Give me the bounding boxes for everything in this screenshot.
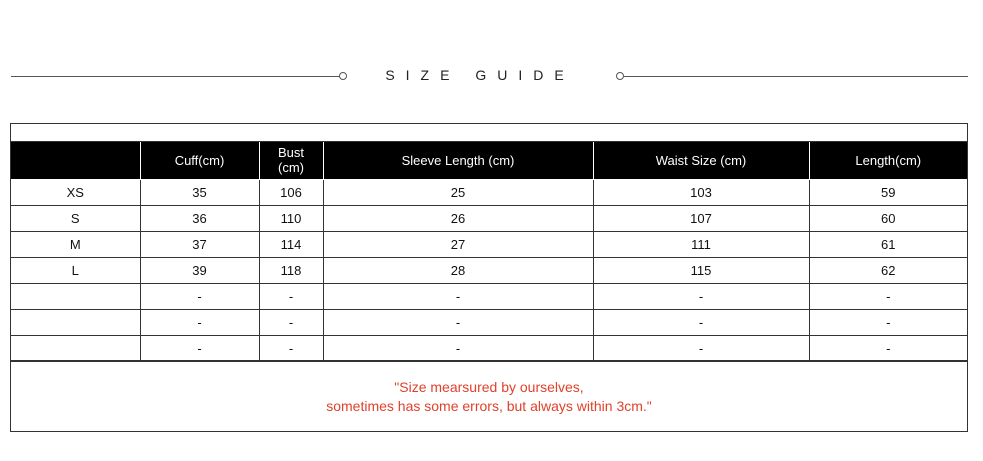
table-cell: 36	[140, 205, 259, 231]
size-label-cell: M	[11, 231, 140, 257]
title-divider-right	[624, 76, 968, 77]
table-cell: 35	[140, 179, 259, 205]
table-cell: 111	[593, 231, 809, 257]
title-divider-dot-right	[616, 72, 624, 80]
title-divider-left	[11, 76, 340, 77]
table-row	[11, 257, 967, 283]
table-cell: 62	[809, 257, 967, 283]
table-cell: -	[323, 335, 593, 361]
table-cell: 59	[809, 179, 967, 205]
table-cell: -	[809, 335, 967, 361]
table-cell: -	[259, 335, 323, 361]
table-cell: -	[323, 309, 593, 335]
table-cell: 110	[259, 205, 323, 231]
table-row	[11, 205, 967, 231]
table-cell: 60	[809, 205, 967, 231]
size-disclaimer-note	[11, 360, 967, 432]
table-top-spacer	[11, 124, 967, 142]
table-cell: 26	[323, 205, 593, 231]
size-table	[11, 142, 967, 362]
header-size	[11, 142, 140, 179]
table-cell: 118	[259, 257, 323, 283]
table-cell: 61	[809, 231, 967, 257]
table-cell: -	[809, 283, 967, 309]
size-table-container	[10, 123, 968, 432]
size-label-cell: XS	[11, 179, 140, 205]
table-row	[11, 283, 967, 309]
column-header: Sleeve Length (cm)	[323, 142, 593, 179]
table-row	[11, 231, 967, 257]
column-header: Bust (cm)	[259, 142, 323, 179]
table-cell: 27	[323, 231, 593, 257]
table-cell: -	[140, 335, 259, 361]
title-divider-dot-left	[339, 72, 347, 80]
table-cell: 114	[259, 231, 323, 257]
title-bar	[0, 62, 983, 92]
table-header-row	[11, 142, 967, 179]
table-cell: 25	[323, 179, 593, 205]
size-label-cell: S	[11, 205, 140, 231]
table-cell: -	[259, 309, 323, 335]
size-label-cell: L	[11, 257, 140, 283]
table-cell: 28	[323, 257, 593, 283]
page-title: SIZE GUIDE	[385, 67, 575, 83]
table-cell: 106	[259, 179, 323, 205]
size-label-cell	[11, 309, 140, 335]
table-cell: 37	[140, 231, 259, 257]
table-cell: -	[593, 335, 809, 361]
table-cell: -	[323, 283, 593, 309]
table-body	[11, 179, 967, 361]
table-cell: -	[593, 283, 809, 309]
table-cell: -	[140, 309, 259, 335]
table-cell: -	[809, 309, 967, 335]
note-line-1: "Size mearsured by ourselves,	[394, 379, 584, 395]
table-cell: 107	[593, 205, 809, 231]
column-header: Cuff(cm)	[140, 142, 259, 179]
table-row	[11, 179, 967, 205]
table-cell: 115	[593, 257, 809, 283]
column-header: Length(cm)	[809, 142, 967, 179]
note-line-2: sometimes has some errors, but always within 3cm."	[326, 398, 652, 414]
size-label-cell	[11, 335, 140, 361]
table-cell: 103	[593, 179, 809, 205]
column-header: Waist Size (cm)	[593, 142, 809, 179]
table-row	[11, 335, 967, 361]
size-label-cell	[11, 283, 140, 309]
table-cell: -	[593, 309, 809, 335]
table-cell: 39	[140, 257, 259, 283]
table-cell: -	[140, 283, 259, 309]
table-row	[11, 309, 967, 335]
table-cell: -	[259, 283, 323, 309]
